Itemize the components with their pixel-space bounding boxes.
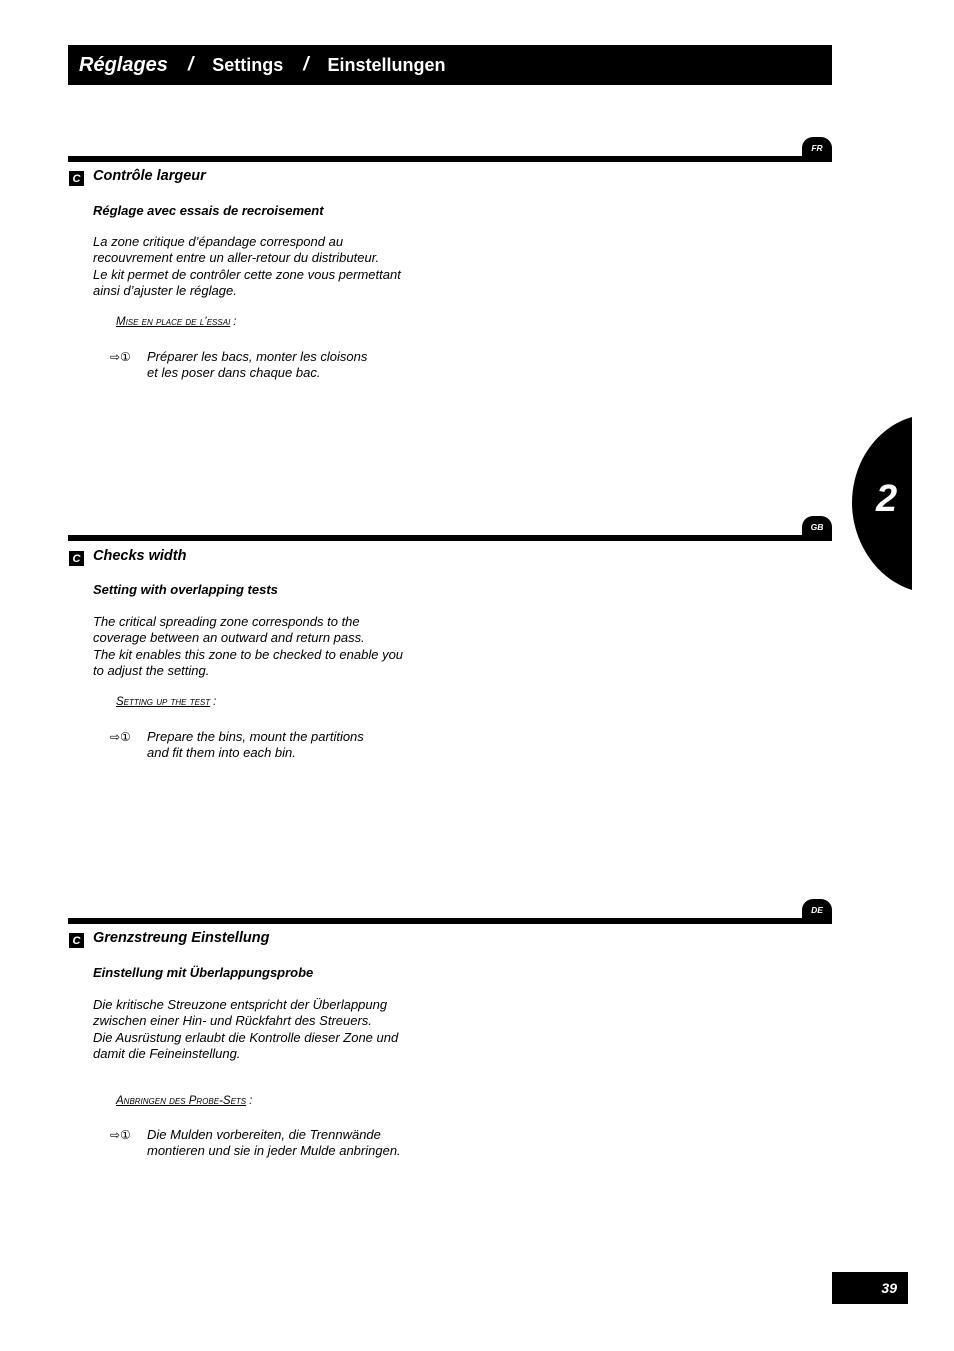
section-paragraph <box>93 614 403 679</box>
section-marker: C <box>69 551 84 566</box>
step-line: Die Mulden vorbereiten, die Trennwände <box>147 1127 381 1142</box>
section-subtitle: Réglage avec essais de recroisement <box>93 203 324 218</box>
header-bar <box>68 45 832 85</box>
setup-label: Mise en place de l’essai <box>116 316 231 328</box>
section-subtitle: Einstellung mit Überlappungsprobe <box>93 965 314 980</box>
section-title: Checks width <box>93 548 187 564</box>
setup-colon: : <box>233 316 237 328</box>
lang-badge-gb: GB <box>802 516 832 538</box>
step-text <box>147 1127 401 1160</box>
paragraph-line: ainsi d’ajuster le réglage. <box>93 282 237 298</box>
section-title: Grenzstreung Einstellung <box>93 930 270 946</box>
step-line: montieren und sie in jeder Mulde anbringen. <box>147 1143 401 1159</box>
setup-heading <box>116 696 216 708</box>
paragraph-line: coverage between an outward and return pass. <box>93 630 365 646</box>
setup-colon: : <box>249 1095 253 1107</box>
section-paragraph <box>93 234 401 299</box>
paragraph-line: damit die Feineinstellung. <box>93 1045 241 1061</box>
header-separator: / <box>303 54 309 75</box>
header-separator: / <box>187 54 194 75</box>
setup-label: Anbringen des Probe-Sets <box>116 1095 247 1107</box>
step-marker: ⇨① <box>110 1128 131 1142</box>
paragraph-line: Die kritische Streuzone entspricht der Überlappung <box>93 997 388 1012</box>
setup-heading <box>116 316 237 328</box>
section-title: Contrôle largeur <box>93 168 206 184</box>
page-number: 39 <box>832 1272 908 1304</box>
setup-label: Setting up the test <box>116 696 211 708</box>
setup-heading <box>116 1095 252 1107</box>
step-text <box>147 729 364 762</box>
lang-badge-de: DE <box>802 899 832 921</box>
section-subtitle: Setting with overlapping tests <box>93 582 278 597</box>
paragraph-line: zwischen einer Hin- und Rückfahrt des Streuers. <box>93 1013 372 1029</box>
step-line: and fit them into each bin. <box>147 745 296 761</box>
paragraph-line: La zone critique d’épandage correspond au <box>93 234 344 249</box>
setup-colon: : <box>213 696 217 708</box>
header-title-en: Settings <box>212 54 284 75</box>
chapter-number: 2 <box>876 478 898 520</box>
section-rule <box>68 918 832 924</box>
lang-badge-fr: FR <box>802 137 832 159</box>
section-paragraph <box>93 997 398 1062</box>
section-rule <box>68 535 832 541</box>
paragraph-line: The kit enables this zone to be checked to enable you <box>93 646 404 662</box>
section-marker: C <box>69 171 84 186</box>
paragraph-line: recouvrement entre un aller-retour du distributeur. <box>93 250 380 266</box>
step-line: et les poser dans chaque bac. <box>147 365 321 381</box>
section-rule <box>68 156 832 162</box>
header-title-fr: Réglages <box>79 53 168 76</box>
paragraph-line: Le kit permet de contrôler cette zone vous permettant <box>93 266 401 282</box>
header-title-de: Einstellungen <box>327 54 446 75</box>
paragraph-line: to adjust the setting. <box>93 662 210 678</box>
step-text <box>147 349 367 382</box>
step-line: Préparer les bacs, monter les cloisons <box>147 349 368 364</box>
step-line: Prepare the bins, mount the partitions <box>147 729 364 744</box>
paragraph-line: Die Ausrüstung erlaubt die Kontrolle dieser Zone und <box>93 1029 399 1045</box>
section-marker: C <box>69 933 84 948</box>
paragraph-line: The critical spreading zone corresponds to the <box>93 614 360 629</box>
step-marker: ⇨① <box>110 350 131 364</box>
step-marker: ⇨① <box>110 730 131 744</box>
